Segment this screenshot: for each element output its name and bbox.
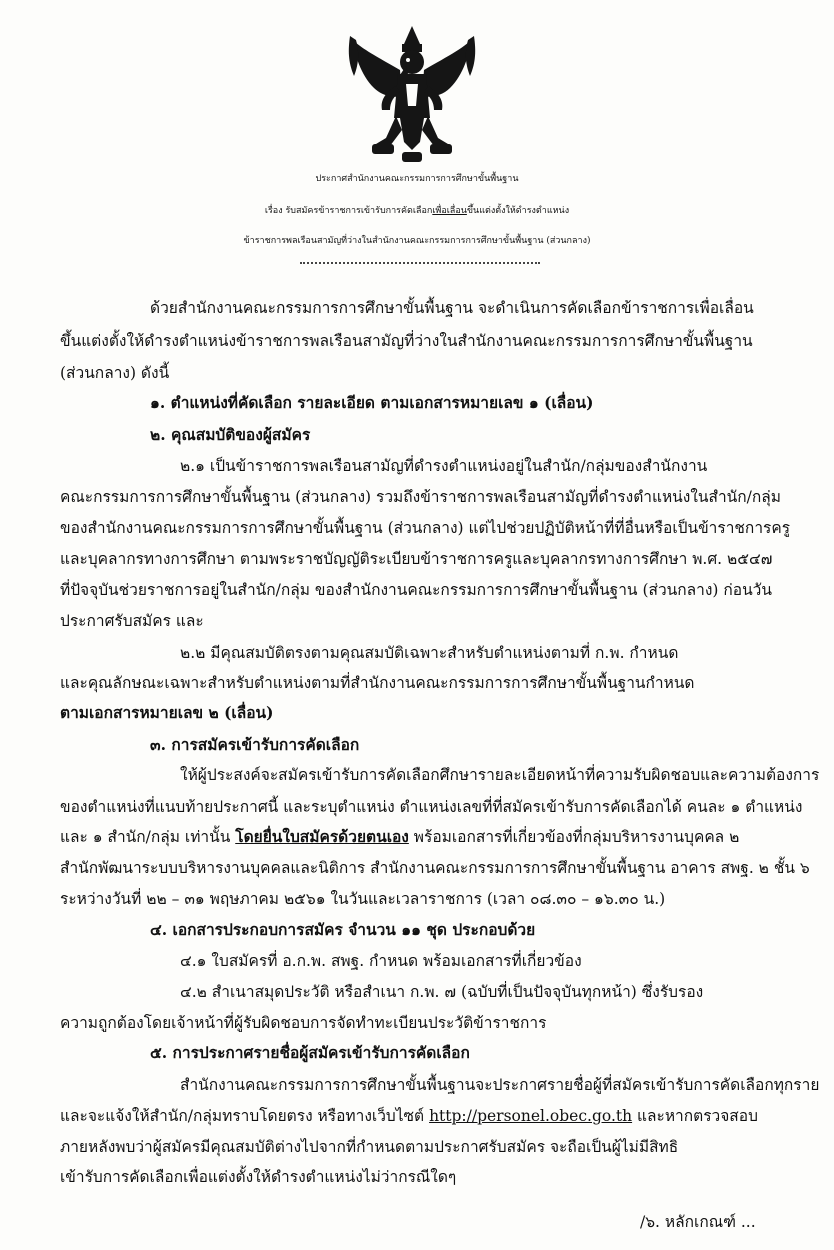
paragraph-line: ภายหลังพบว่าผู้สมัครมีคุณสมบัติต่างไปจากที่กำหนดตามประกาศรับสมัคร จะถือเป็นผู้ไม่มีสิทธิ bbox=[60, 1138, 679, 1156]
paragraph-line bbox=[60, 827, 739, 847]
continued-footer: /๖. หลักเกณฑ์ ... bbox=[640, 1213, 756, 1231]
paragraph-line: สำนักพัฒนาระบบบริหารงานบุคคลและนิติการ สำนักงานคณะกรรมการการศึกษาขั้นพื้นฐาน อาคาร สพฐ. ๒ ชั้น ๖ bbox=[60, 859, 810, 877]
paragraph-line: และบุคลากรทางการศึกษา ตามพระราชบัญญัติระเบียบข้าราชการครูและบุคลากรทางการศึกษา พ.ศ. ๒๕๔๗ bbox=[60, 550, 773, 568]
paragraph-line: ที่ปัจจุบันช่วยราชการอยู่ในสำนัก/กลุ่ม ของสำนักงานคณะกรรมการการศึกษาขั้นพื้นฐาน (ส่วนกลาง) ก่อนวัน bbox=[60, 581, 772, 599]
section-5-heading: ๕. การประกาศรายชื่อผู้สมัครเข้ารับการคัดเลือก bbox=[150, 1043, 470, 1062]
section-2-heading: ๒. คุณสมบัติของผู้สมัคร bbox=[150, 425, 311, 444]
website-link[interactable]: http://personel.obec.go.th bbox=[429, 1107, 633, 1125]
paragraph-line: ๒.๑ เป็นข้าราชการพลเรือนสามัญที่ดำรงตำแหน่งอยู่ในสำนัก/กลุ่มของสำนักงาน bbox=[180, 457, 708, 475]
paragraph-line: ประกาศรับสมัคร และ bbox=[60, 612, 204, 630]
subject-suffix: ขึ้นแต่งตั้งให้ดำรงตำแหน่ง bbox=[466, 206, 570, 216]
announcement-subject-line2: ข้าราชการพลเรือนสามัญที่ว่างในสำนักงานคณะกรรมการการศึกษาขั้นพื้นฐาน (ส่วนกลาง) bbox=[243, 236, 591, 246]
paragraph-line: ระหว่างวันที่ ๒๒ – ๓๑ พฤษภาคม ๒๕๖๑ ในวันและเวลาราชการ (เวลา ๐๘.๓๐ – ๑๖.๓๐ น.) bbox=[60, 890, 666, 908]
subject-underlined: เพื่อเลื่อน bbox=[432, 206, 467, 216]
paragraph-line: ตามเอกสารหมายเลข ๒ (เลื่อน) bbox=[60, 703, 274, 722]
paragraph-line: และคุณลักษณะเฉพาะสำหรับตำแหน่งตามที่สำนักงานคณะกรรมการการศึกษาขั้นพื้นฐานกำหนด bbox=[60, 674, 695, 692]
paragraph-line: คณะกรรมการการศึกษาขั้นพื้นฐาน (ส่วนกลาง) รวมถึงข้าราชการพลเรือนสามัญที่ดำรงตำแหน่งในสำนัก/กลุ่ม bbox=[60, 488, 781, 506]
emphasis-text: โดยยื่นใบสมัครด้วยตนเอง bbox=[235, 827, 409, 846]
text-run: พร้อมเอกสารที่เกี่ยวข้องที่กลุ่มบริหารงานบุคคล ๒ bbox=[408, 828, 740, 846]
announcement-title: ประกาศสำนักงานคณะกรรมการการศึกษาขั้นพื้นฐาน bbox=[315, 174, 519, 184]
intro-line: ขึ้นแต่งตั้งให้ดำรงตำแหน่งข้าราชการพลเรือนสามัญที่ว่างในสำนักงานคณะกรรมการการศึกษาขั้นพื้นฐาน bbox=[60, 332, 753, 350]
text-run: และจะแจ้งให้สำนัก/กลุ่มทราบโดยตรง หรือทางเว็บไซต์ bbox=[60, 1107, 430, 1125]
text-run: และ ๑ สำนัก/กลุ่ม เท่านั้น bbox=[60, 828, 236, 846]
intro-line: (ส่วนกลาง) ดังนี้ bbox=[60, 364, 170, 382]
subject-prefix: เรื่อง รับสมัครข้าราชการเข้ารับการคัดเลือก bbox=[264, 206, 433, 216]
paragraph-line: ๒.๒ มีคุณสมบัติตรงตามคุณสมบัติเฉพาะสำหรับตำแหน่งตามที่ ก.พ. กำหนด bbox=[180, 644, 679, 662]
intro-line: ด้วยสำนักงานคณะกรรมการการศึกษาขั้นพื้นฐาน จะดำเนินการคัดเลือกข้าราชการเพื่อเลื่อน bbox=[150, 299, 754, 317]
paragraph-line: ของตำแหน่งที่แนบท้ายประกาศนี้ และระบุตำแหน่ง ตำแหน่งเลขที่ที่สมัครเข้ารับการคัดเลือกได้ คนละ ๑ ตำแหน่ง bbox=[60, 798, 803, 816]
text-run: และหากตรวจสอบ bbox=[632, 1107, 758, 1125]
paragraph-line bbox=[60, 1106, 758, 1126]
paragraph-line: สำนักงานคณะกรรมการการศึกษาขั้นพื้นฐานจะประกาศรายชื่อผู้ที่สมัครเข้ารับการคัดเลือกทุกราย bbox=[180, 1076, 820, 1094]
section-1-heading: ๑. ตำแหน่งที่คัดเลือก รายละเอียด ตามเอกสารหมายเลข ๑ (เลื่อน) bbox=[150, 393, 594, 412]
paragraph-line: เข้ารับการคัดเลือกเพื่อแต่งตั้งให้ดำรงตำแหน่งไม่ว่ากรณีใดๆ bbox=[60, 1168, 457, 1186]
paragraph-line: ของสำนักงานคณะกรรมการการศึกษาขั้นพื้นฐาน (ส่วนกลาง) แต่ไปช่วยปฏิบัติหน้าที่ที่อื่นหรือเป็นข้าราชการครู bbox=[60, 519, 791, 537]
section-4-heading: ๔. เอกสารประกอบการสมัคร จำนวน ๑๑ ชุด ประกอบด้วย bbox=[150, 920, 536, 939]
paragraph-line: ความถูกต้องโดยเจ้าหน้าที่ผู้รับผิดชอบการจัดทำทะเบียนประวัติข้าราชการ bbox=[60, 1014, 547, 1032]
section-3-heading: ๓. การสมัครเข้ารับการคัดเลือก bbox=[150, 735, 360, 754]
dotted-divider bbox=[300, 262, 540, 264]
paragraph-line: ให้ผู้ประสงค์จะสมัครเข้ารับการคัดเลือกศึกษารายละเอียดหน้าที่ความรับผิดชอบและความต้องการ bbox=[180, 766, 820, 784]
paragraph-line: ๔.๑ ใบสมัครที่ อ.ก.พ. สพฐ. กำหนด พร้อมเอกสารที่เกี่ยวข้อง bbox=[180, 952, 582, 970]
announcement-subject bbox=[0, 203, 834, 217]
paragraph-line: ๔.๒ สำเนาสมุดประวัติ หรือสำเนา ก.พ. ๗ (ฉบับที่เป็นปัจจุบันทุกหน้า) ซึ่งรับรอง bbox=[180, 983, 704, 1001]
garuda-emblem bbox=[346, 26, 478, 166]
